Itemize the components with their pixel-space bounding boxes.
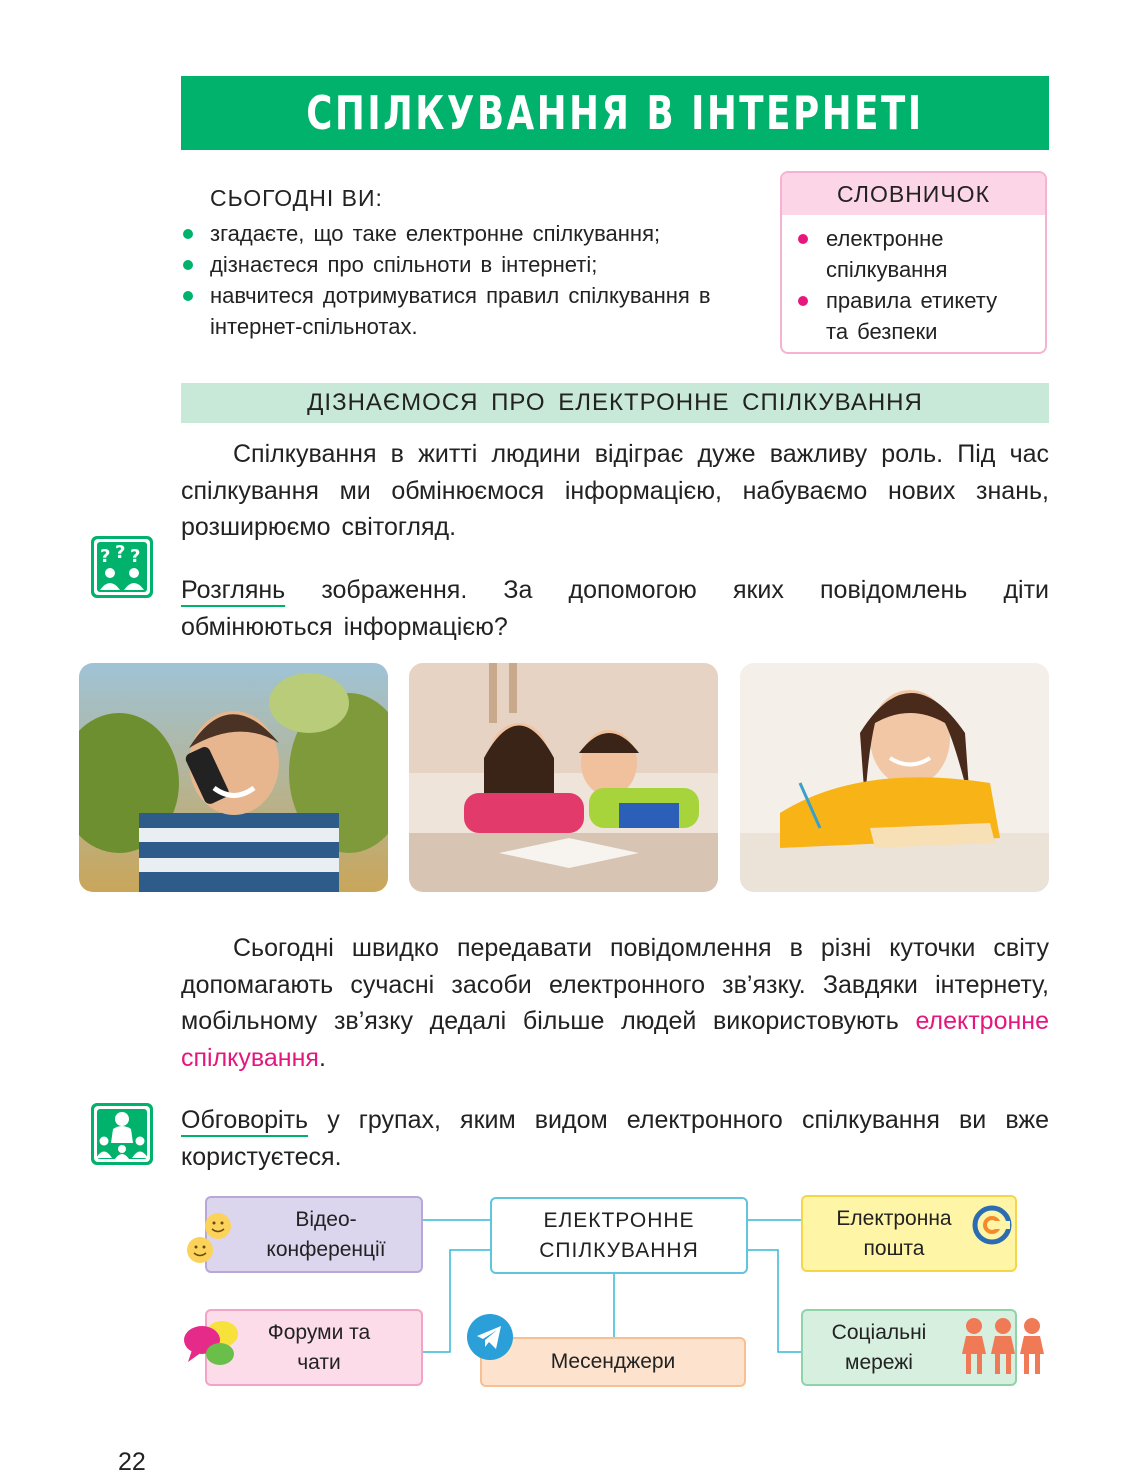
objective-item: дізнаєтеся про спільноти в інтернеті; <box>183 249 763 280</box>
svg-text:?: ? <box>115 542 126 563</box>
chat-bubbles-icon <box>182 1318 240 1370</box>
task-look: Розглянь зображення. За допомогою яких повідомлень діти обмінюються інформацією? <box>181 576 1049 641</box>
page-title: СПІЛКУВАННЯ В ІНТЕРНЕТІ <box>306 86 924 140</box>
task-verb: Розглянь <box>181 576 286 604</box>
glossary-item: електронне спілкування <box>798 223 1008 285</box>
telegram-icon <box>466 1313 514 1361</box>
at-sign-icon <box>972 1205 1012 1245</box>
objective-item: згадаєте, що таке електронне спілкування; <box>183 218 763 249</box>
diagram-node-forums: Форуми та чати <box>205 1309 423 1386</box>
diagram-node-video: Відео-конференції <box>205 1196 423 1273</box>
diagram-node-social: Соціальні мережі <box>801 1309 1017 1386</box>
objectives-heading: СЬОГОДНІ ВИ: <box>210 185 383 211</box>
smiley-icon <box>184 1210 236 1268</box>
diagram-center-node: ЕЛЕКТРОННЕ СПІЛКУВАННЯ <box>490 1197 748 1274</box>
diagram-node-email: Електронна пошта <box>801 1195 1017 1272</box>
glossary-item: правила етикету та безпеки <box>798 285 1028 347</box>
glossary-heading: СЛОВНИЧОК <box>782 173 1045 215</box>
people-icon <box>958 1314 1048 1380</box>
paragraph-intro: Спілкування в житті людини відіграє дуже важливу роль. Під час спілкування ми обмінюємося інформацією, набуваємо нових знань, розширюємо світогляд. <box>181 440 1049 541</box>
task-verb: Обговоріть <box>181 1106 309 1134</box>
paragraph-electronic: Сьогодні швидко передавати повідомлення в різні куточки світу допомагають сучасні засоби електронного зв’язку. Завдяки інтернету, мобільному зв’язку дедалі більше людей використовують електронне спілкування. <box>181 934 1049 1072</box>
section-heading: ДІЗНАЄМОСЯ ПРО ЕЛЕКТРОННЕ СПІЛКУВАННЯ <box>181 383 1049 423</box>
svg-text:?: ? <box>100 546 111 567</box>
svg-text:?: ? <box>130 546 141 567</box>
diagram-node-messengers: Месенджери <box>480 1337 746 1387</box>
task-discuss: Обговоріть у групах, яким видом електронного спілкування ви вже користуєтеся. <box>181 1106 1049 1171</box>
objective-item: навчитеся дотримуватися правил спілкування в інтернет-спільнотах. <box>183 280 763 342</box>
term-electronic-communication: електронне спілкування <box>181 1007 1049 1072</box>
